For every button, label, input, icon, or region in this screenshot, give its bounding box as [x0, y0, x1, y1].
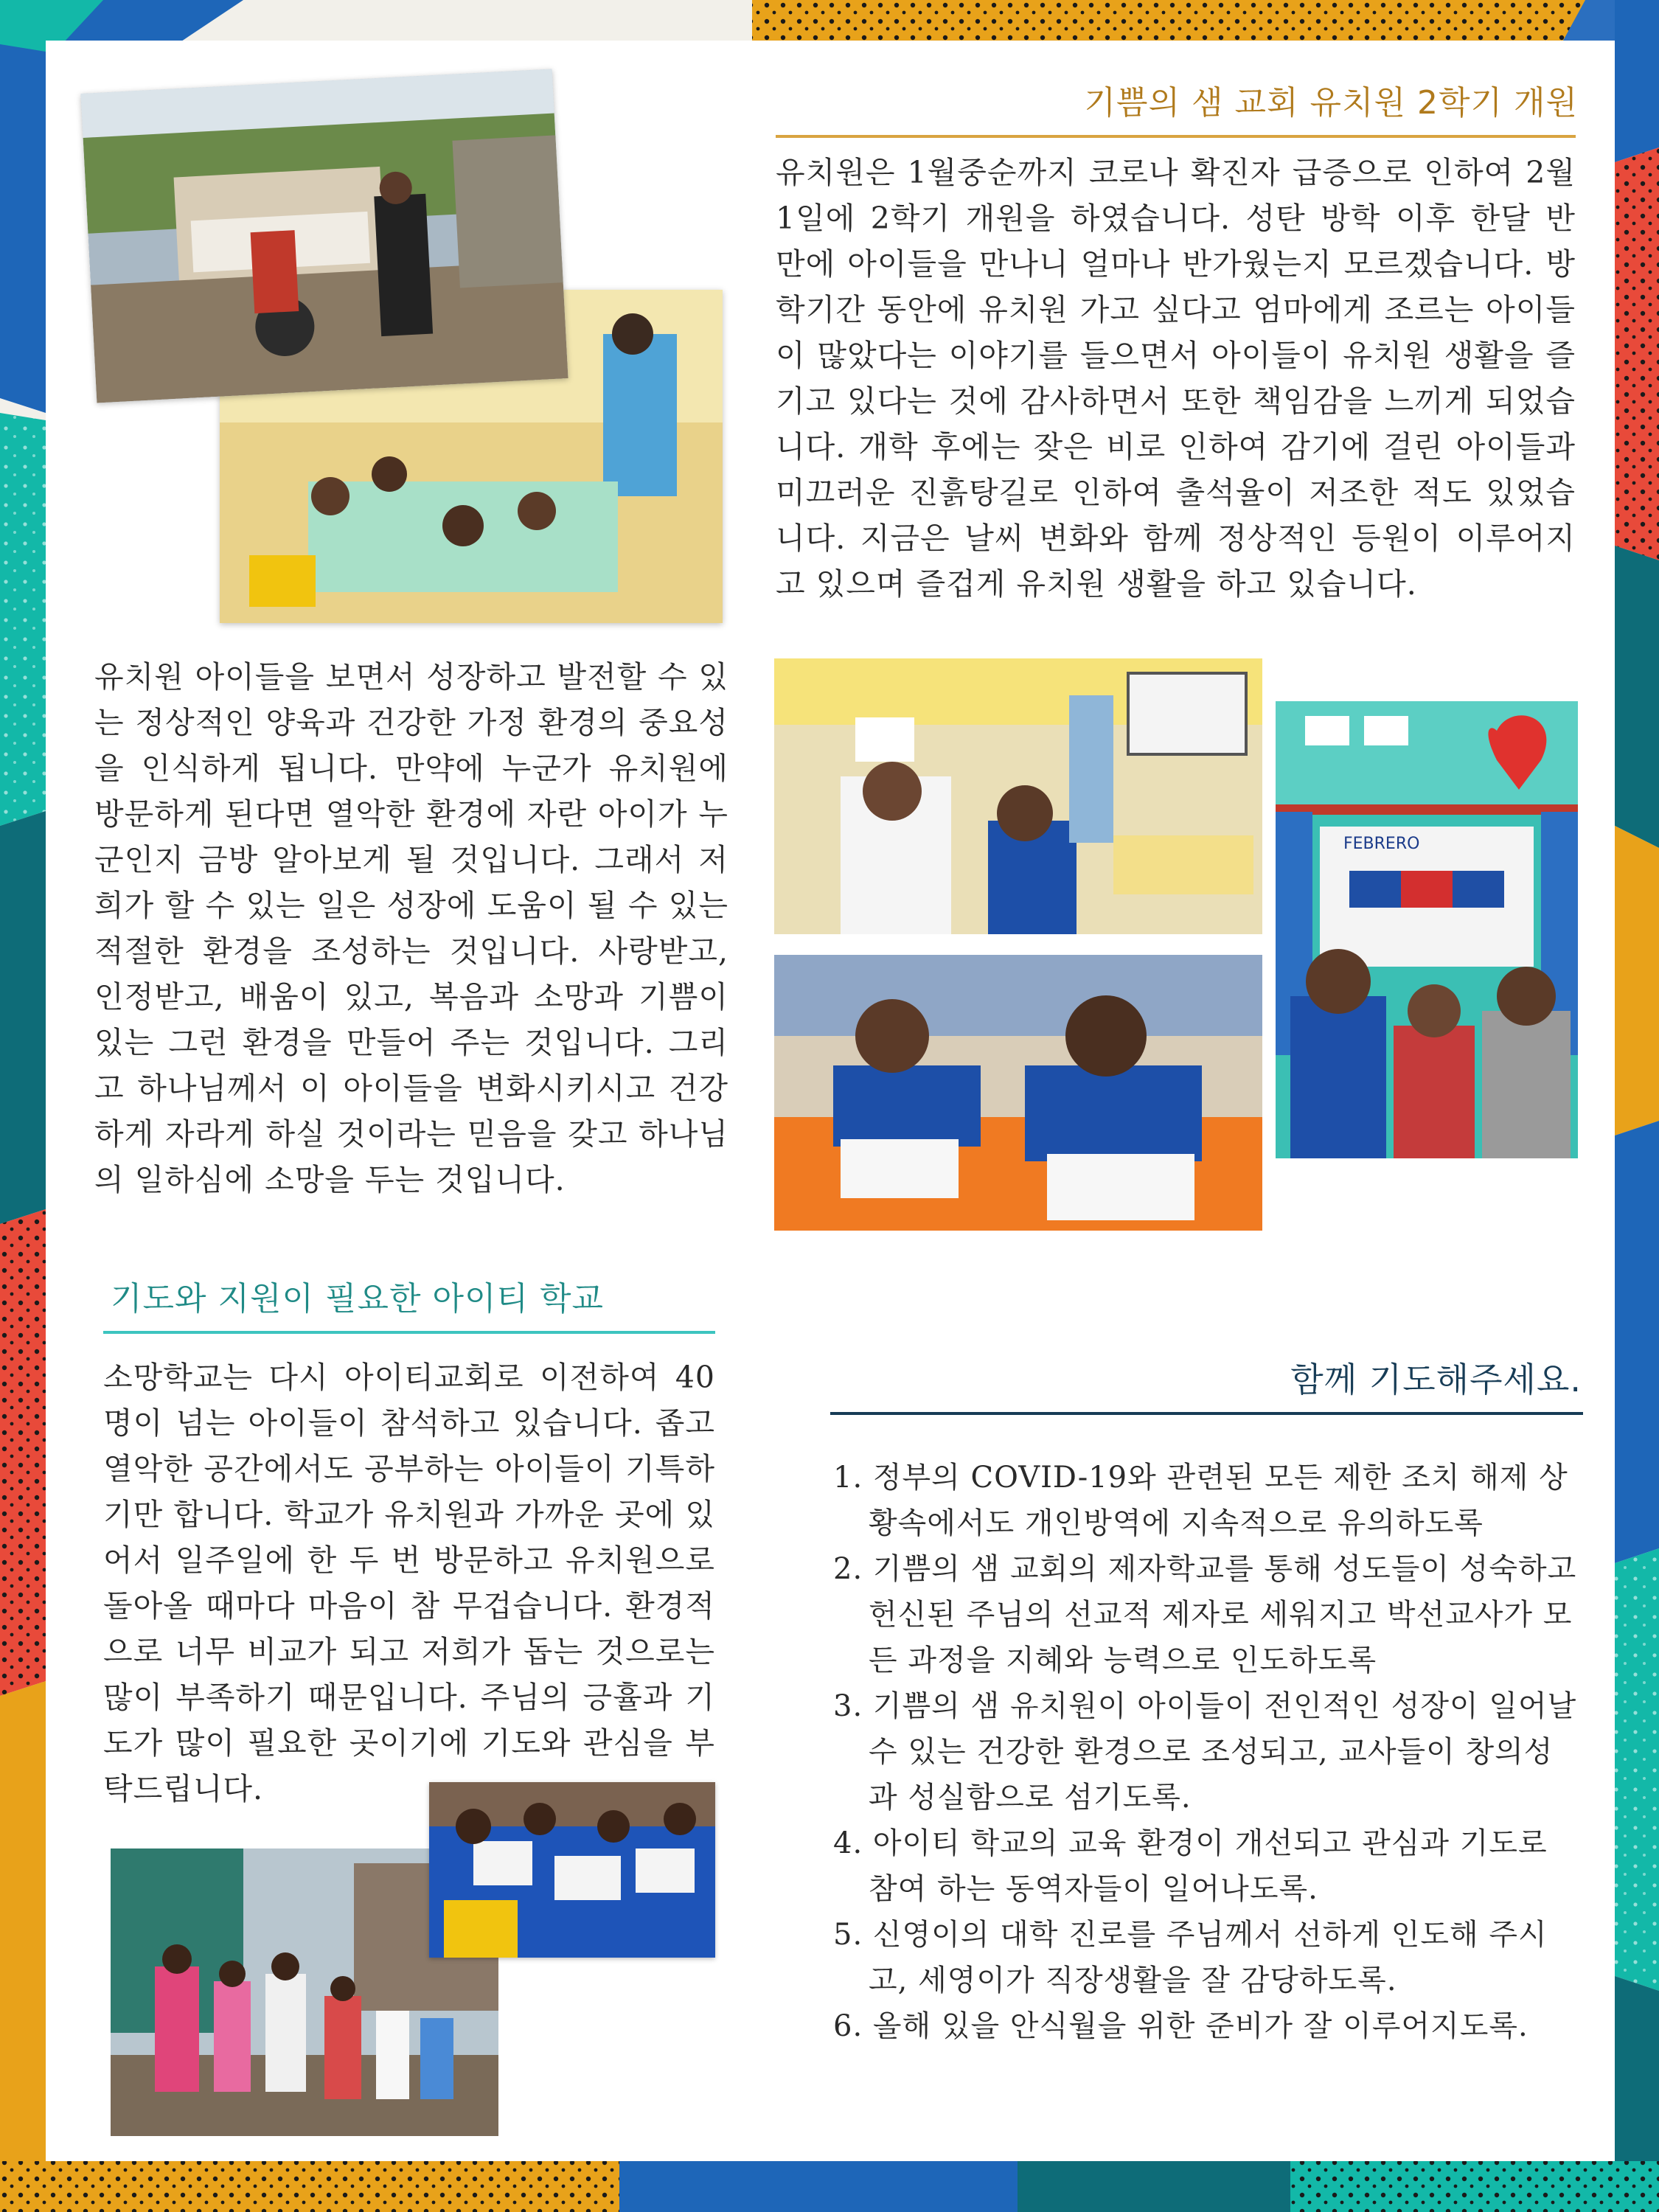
photo-haiti-classroom — [429, 1782, 715, 1958]
photo-children-drawing — [774, 955, 1262, 1231]
photo-february-poster — [1276, 701, 1578, 1158]
prayer-item: 1. 정부의 COVID-19와 관련된 모든 제한 조치 해제 상황속에서도 개인방역에 지속적으로 유의하도록 — [833, 1461, 1568, 1540]
haiti-heading-rule — [103, 1331, 715, 1334]
haiti-heading: 기도와 지원이 필요한 아이티 학교 — [111, 1280, 604, 1318]
prayer-heading: 함께 기도해주세요. — [1290, 1360, 1582, 1399]
kindergarten-paragraph: 유치원은 1월중순까지 코로나 확진자 급증으로 인하여 2월 1일에 2학기 개원을 하였습니다. 성탄 방학 이후 한달 반 만에 아이들을 만나니 얼마나 반가웠는지 모르겠습니다. 방학기간 동안에 유치원 가고 싶다고 엄마에게 조르는 아이들이 많았다는 이야기를 들으면서 아이들이 유치원 생활을 즐기고 있다는 것에 감사하면서 또한 책임감을 느끼게 되었습니다. 개학 후에는 잦은 비로 인하여 감기에 걸린 아이들과 미끄러운 진흙탕길로 인하여 출석율이 저조한 적도 있었습니다. 지금은 날씨 변화와 함께 정상적인 등원이 이루어지고 있으며 즐겁게 유치원 생활을 하고 있습니다. — [776, 155, 1576, 602]
poster-month-label: FEBRERO — [1343, 835, 1420, 853]
photo-doctor-play — [774, 658, 1262, 934]
photo-motorcycle-street — [80, 69, 568, 403]
kindergarten-heading-rule — [776, 135, 1576, 138]
prayer-heading-rule — [830, 1412, 1583, 1415]
prayer-item: 4. 아이티 학교의 교육 환경이 개선되고 관심과 기도로 참여 하는 동역자들이 일어나도록. — [833, 1826, 1548, 1906]
prayer-item: 6. 올해 있을 안식월을 위한 준비가 잘 이루어지도록. — [833, 2009, 1528, 2043]
haiti-paragraph: 소망학교는 다시 아이티교회로 이전하여 40명이 넘는 아이들이 참석하고 있습니다. 좁고 열악한 공간에서도 공부하는 아이들이 기특하기만 합니다. 학교가 유치원과 가까운 곳에 있어서 일주일에 한 두 번 방문하고 유치원으로 돌아올 때마다 마음이 참 무겁습니다. 환경적으로 너무 비교가 되고 저희가 돕는 것으로는 많이 부족하기 때문입니다. 주님의 긍휼과 기도가 많이 필요한 곳이기에 기도와 관심을 부탁드립니다. — [103, 1360, 715, 1806]
kindergarten-reflection: 유치원 아이들을 보면서 성장하고 발전할 수 있는 정상적인 양육과 건강한 가정 환경의 중요성을 인식하게 됩니다. 만약에 누군가 유치원에 방문하게 된다면 열악한 환경에 자란 아이가 누군인지 금방 알아보게 될 것입니다. 그래서 저희가 할 수 있는 일은 성장에 도움이 될 수 있는 적절한 환경을 조성하는 것입니다. 사랑받고, 인정받고, 배움이 있고, 복음과 소망과 기쁨이 있는 그런 환경을 만들어 주는 것입니다. 그리고 하나님께서 이 아이들을 변화시키시고 건강하게 자라게 하실 것이라는 믿음을 갖고 하나님의 일하심에 소망을 두는 것입니다. — [94, 659, 728, 1197]
prayer-item: 5. 신영이의 대학 진로를 주님께서 선하게 인도해 주시고, 세영이가 직장생활을 잘 감당하도록. — [833, 1918, 1548, 1997]
kindergarten-heading: 기쁨의 샘 교회 유치원 2학기 개원 — [1084, 84, 1578, 122]
prayer-item: 2. 기쁨의 샘 교회의 제자학교를 통해 성도들이 성숙하고 헌신된 주님의 선교적 제자로 세워지고 박선교사가 모든 과정을 지혜와 능력으로 인도하도록 — [833, 1552, 1577, 1677]
prayer-list — [833, 1455, 1579, 2049]
newsletter-page — [46, 41, 1615, 2161]
prayer-item: 3. 기쁨의 샘 유치원이 아이들이 전인적인 성장이 일어날 수 있는 건강한 환경으로 조성되고, 교사들이 창의성과 성실함으로 섬기도록. — [833, 1689, 1577, 1815]
